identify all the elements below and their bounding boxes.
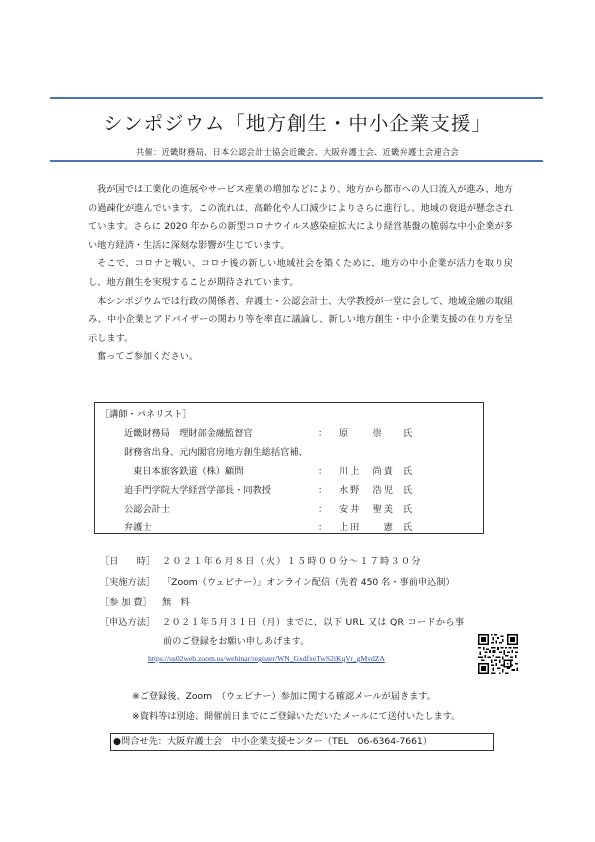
intro-text xyxy=(88,181,513,367)
panelist-name: 原 崇 xyxy=(339,428,384,439)
event-apply xyxy=(100,614,464,628)
cohosts-line: 共催：近畿財務局、日本公認会計士協会近畿会、大阪弁護士会、近畿弁護士会連合会 xyxy=(136,147,459,157)
panelist-role: 弁護士 xyxy=(124,522,152,533)
registration-link[interactable]: https://us02web.zoom.us/webinar/register/WN_GxdfxeTwS2iKqVr_gMvdZA xyxy=(148,654,385,663)
intro-paragraph: 奮ってご参加ください。 xyxy=(97,351,199,363)
event-date-label: ［日 時］ xyxy=(100,556,156,567)
event-fee xyxy=(100,594,190,608)
event-method-label: ［実施方法］ xyxy=(100,577,156,588)
panelist-name: 水野 浩児 xyxy=(339,485,395,496)
panelist-suffix: 氏 xyxy=(403,428,413,439)
intro-paragraph: そこで、コロナと戦い、コロナ後の新しい地域社会を築くために、地方の中小企業が活力を取り戻し、地方創生を実現することが期待されています。 xyxy=(88,258,513,288)
note-confirmation: ※ご登録後、Zoom （ウェビナー）参加に関する確認メールが届きます。 xyxy=(132,691,436,702)
panelist-suffix: 氏 xyxy=(403,504,413,515)
intro-paragraph: 我が国では工業化の進展やサービス産業の増加などにより、地方から都市への人口流入が進み、地方の過疎化が進んでいます。この流れは、高齢化や人口減少によりさらに進行し、地域の衰退が懸念されています。さらに 2020 年からの新型コロナウイルス感染症拡大により経営基盤の脆弱な中小企業が多い地方経済・生活に深刻な影響が生じています。 xyxy=(88,184,513,251)
panelist-role: 公認会計士 xyxy=(124,504,170,515)
panelist-colon: ： xyxy=(318,466,328,477)
top-divider xyxy=(50,97,543,99)
panelist-suffix: 氏 xyxy=(403,522,413,533)
panelist-colon: ： xyxy=(318,485,328,496)
panelists-heading: ［講師・パネリスト］ xyxy=(100,409,192,420)
page-title: シンポジウム「地方創生・中小企業支援」 xyxy=(103,112,492,135)
panelist-name: 安井 聖美 xyxy=(339,504,395,515)
event-method xyxy=(100,574,455,588)
contact-box: ●問合せ先：大阪弁護士会 中小企業支援センター（TEL 06-6364-7661） xyxy=(110,733,494,751)
qr-code-icon[interactable] xyxy=(478,634,518,674)
panelist-role: 財務省出身、元内閣官房地方創生総括官補、 xyxy=(124,447,308,458)
panelist-suffix: 氏 xyxy=(403,485,413,496)
bottom-divider xyxy=(50,160,543,162)
event-date xyxy=(100,553,422,567)
panelist-suffix: 氏 xyxy=(403,466,413,477)
event-apply-value: ２０２１年５月３１日（月）までに、以下 URL 又は QR コードから事 xyxy=(162,617,465,628)
note-materials: ※資料等は別途、開催前日までにご登録いただいたメールにて送付いたします。 xyxy=(132,711,461,722)
panelist-role: 近畿財務局 理財部金融監督官 xyxy=(124,428,253,439)
panelists-box xyxy=(94,402,484,534)
panelist-colon: ： xyxy=(318,428,328,439)
panelist-name: 川上 尚貴 xyxy=(339,466,395,477)
intro-paragraph: 本シンポジウムでは行政の関係者、弁護士・公認会計士、大学教授が一堂に会して、地域金融の取組み、中小企業とアドバイザーの関わり等を率直に議論し、新しい地方創生・中小企業支援の在り方を呈示します。 xyxy=(88,295,513,344)
event-apply-continued: 前のご登録をお願い申しあげます。 xyxy=(163,636,310,647)
panelist-name: 上田 憲 xyxy=(339,522,395,533)
panelist-role: 東日本旅客鉄道（株）顧問 xyxy=(124,466,244,477)
panelist-colon: ： xyxy=(318,504,328,515)
event-apply-label: ［申込方法］ xyxy=(100,617,156,628)
event-fee-value: 無 料 xyxy=(162,597,190,608)
panelist-colon: ： xyxy=(318,522,328,533)
event-fee-label: ［参 加 費］ xyxy=(100,597,152,608)
event-method-value: 「Zoom（ウェビナー）」オンライン配信（先着 450 名・事前申込制） xyxy=(162,577,455,588)
panelist-role: 追手門学院大学経営学部長・同教授 xyxy=(124,485,271,496)
event-date-value: ２０２１年６月８日（火）１５時００分～１７時３０分 xyxy=(162,556,422,567)
